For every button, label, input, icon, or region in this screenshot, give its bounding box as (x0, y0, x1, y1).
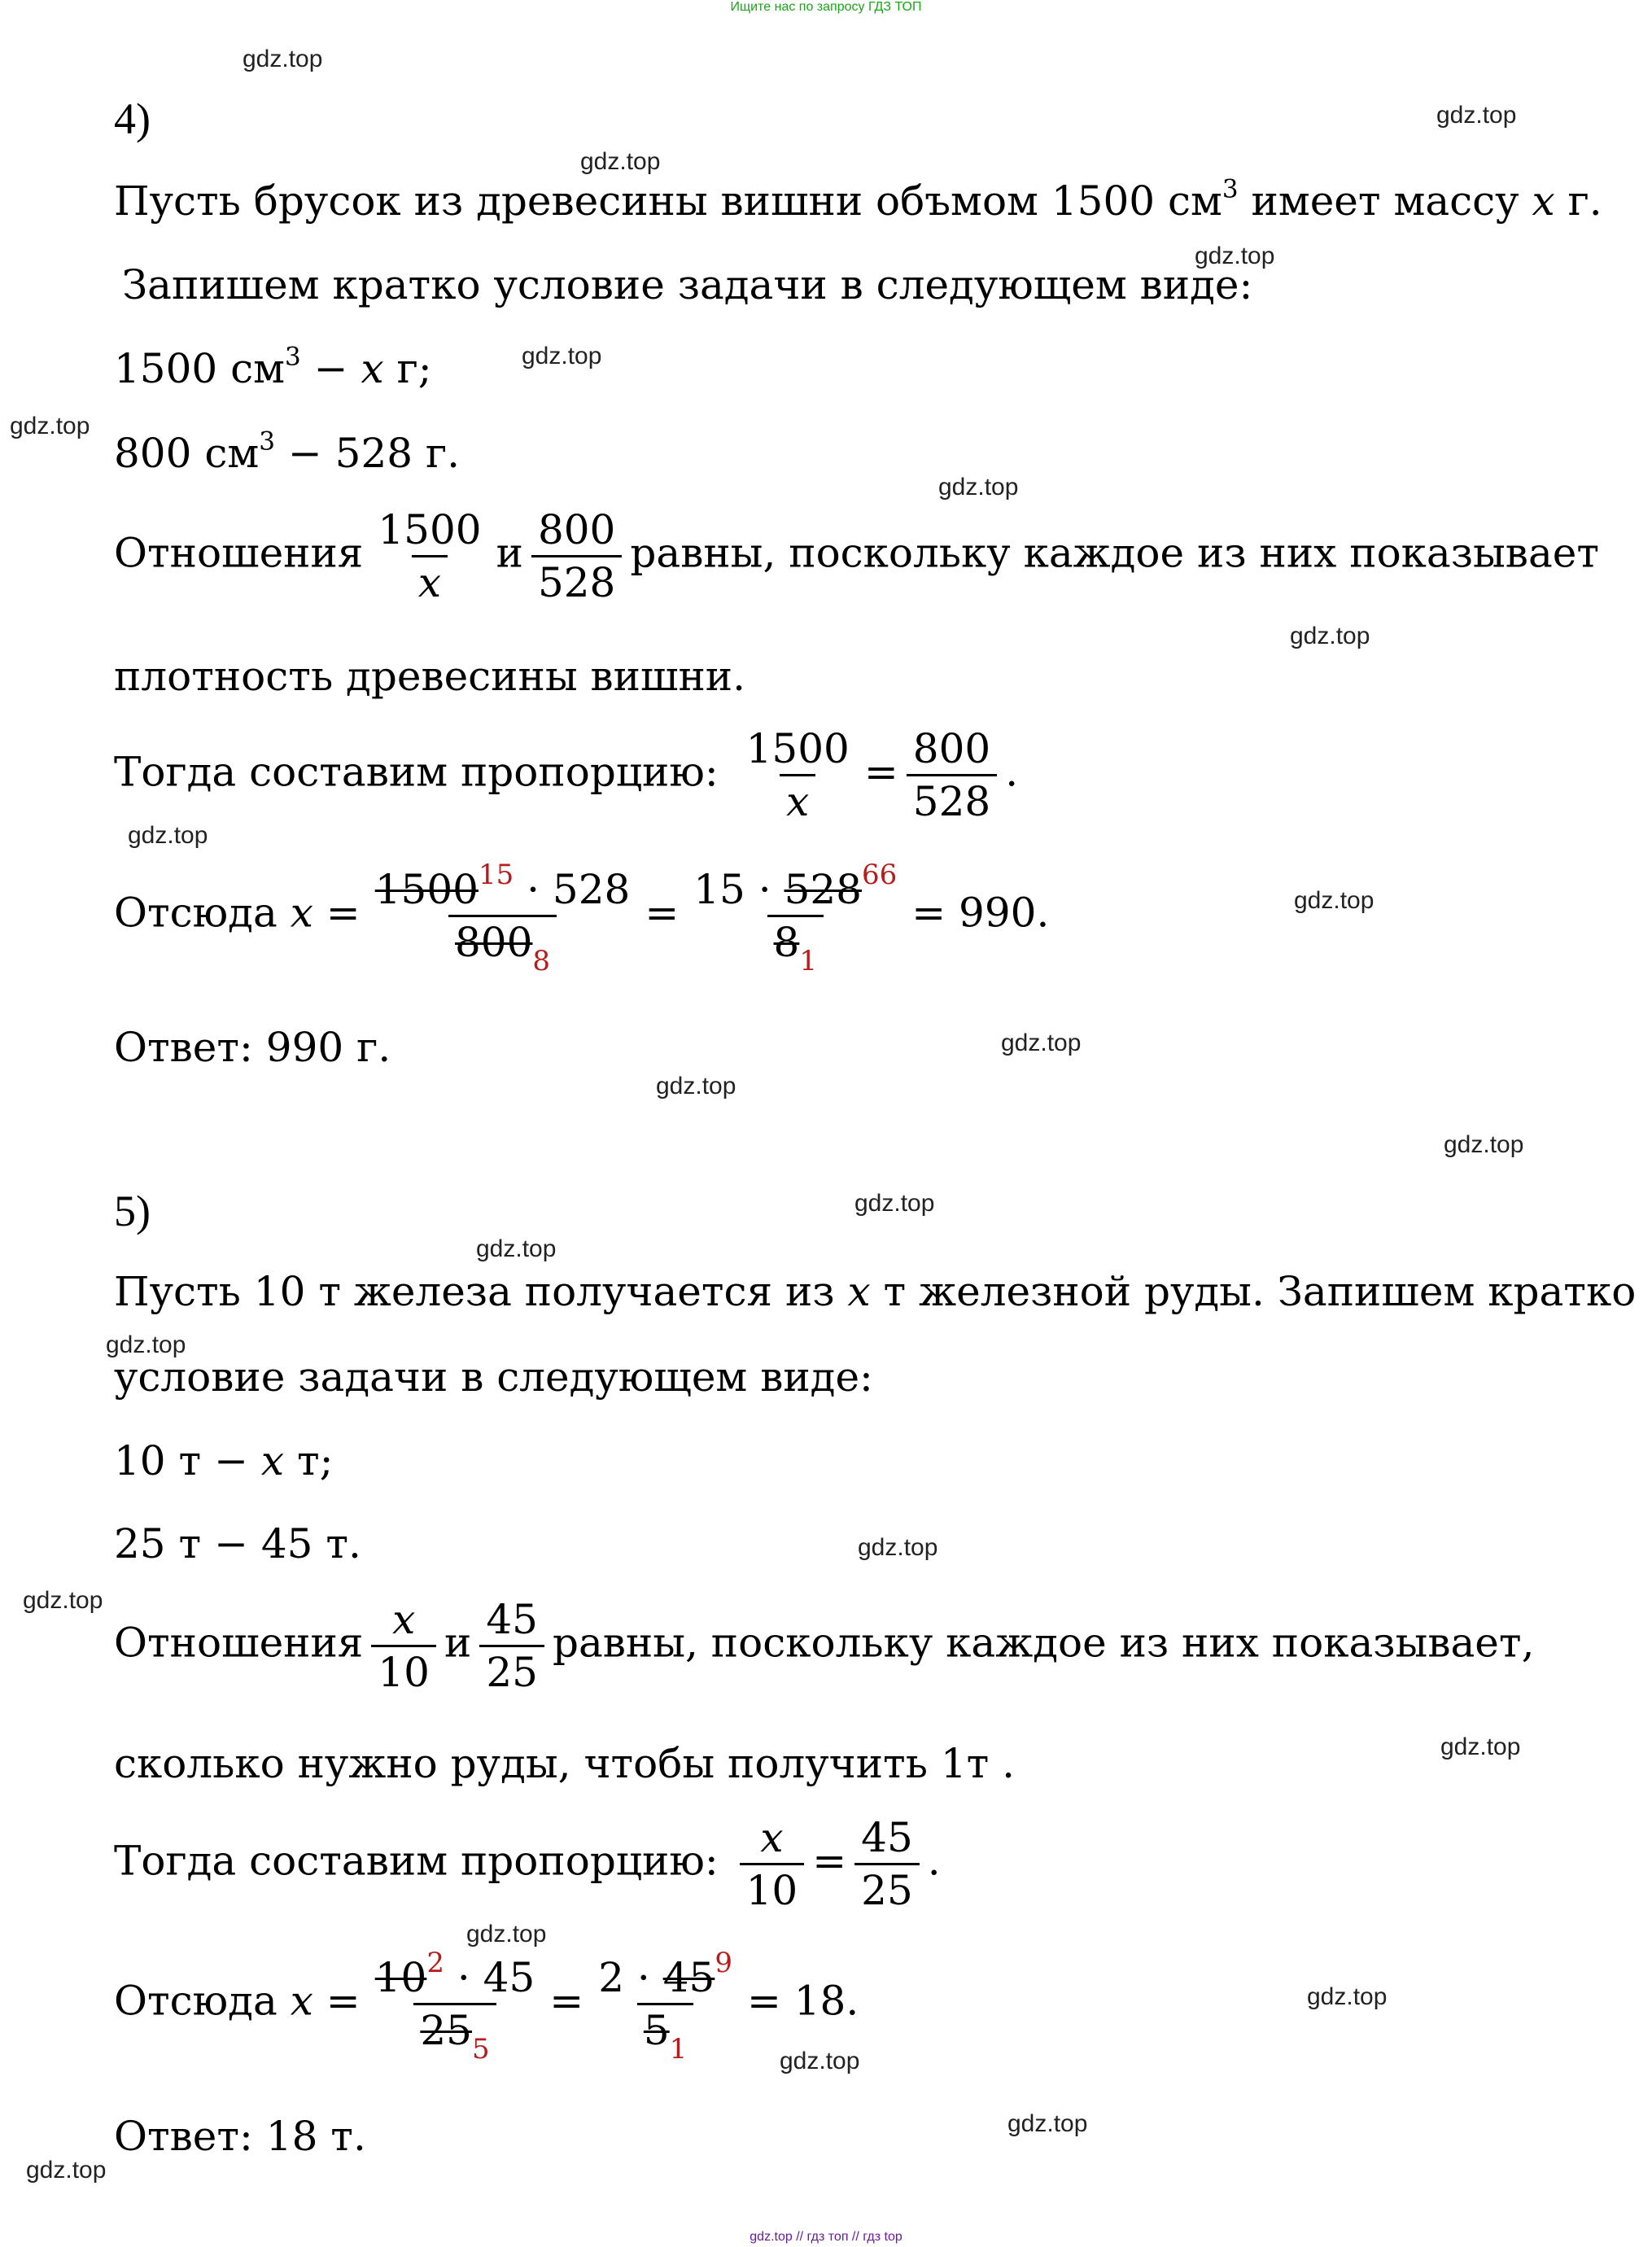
watermark: gdz.top (106, 1331, 186, 1358)
watermark: gdz.top (23, 1587, 103, 1614)
watermark: gdz.top (780, 2048, 860, 2074)
task-4-solution: Отсюда x = $\frac{1500^{15} \cdot 528}{800_8}$ = $\frac{15 \cdot 528^{66}}{8_1}$ = 990. (114, 859, 1050, 977)
watermark: gdz.top (1294, 887, 1374, 914)
task-4-ratios-explanation: плотность древесины вишни. (114, 653, 746, 700)
watermark: gdz.top (656, 1073, 736, 1099)
task-5-ratios: Отношения $\frac{x}{10}$ и $\frac{45}{25}$ равны, поскольку каждое из них показывает, (114, 1596, 1535, 1696)
ratio-fraction-800-528: $\frac{800}{528}$ (531, 509, 622, 603)
task-5-statement: Пусть 10 т железа получается из x т железной руды. Запишем кратко (114, 1268, 1637, 1315)
task-4-statement: Пусть брусок из древесины вишни объмом 1500 $см^3$ имеет массу x г. (114, 174, 1602, 225)
task-5-condition-1: 10 т − x т; (114, 1437, 334, 1484)
task-5-solution: Отсюда x = $\frac{10^2 \cdot 45}{25_5}$ = $\frac{2 \cdot 45^9}{5_1}$ = 18. (114, 1947, 859, 2066)
task-5-answer: Ответ: 18 т. (114, 2113, 366, 2160)
watermark: gdz.top (854, 1190, 935, 1217)
watermark: gdz.top (1001, 1030, 1082, 1056)
task-4-ratios: Отношения $\frac{1500}{x}$ и $\frac{800}{528}$ равны, поскольку каждое из них показывает (114, 506, 1599, 606)
task-5-condition-2: 25 т − 45 т. (114, 1520, 361, 1567)
task-5-proportion: Тогда составим пропорцию: $\frac{x}{10}$ = $\frac{45}{25}$ . (114, 1814, 941, 1914)
watermark: gdz.top (476, 1235, 557, 1262)
watermark: gdz.top (1195, 243, 1275, 269)
task-4-condition-intro: Запишем кратко условие задачи в следующем виде: (122, 261, 1253, 308)
task-4-condition-1: 1500 $см^3 - x$ г; (114, 342, 432, 392)
solution-fraction-2: $\frac{2 \cdot 45^9}{5_1}$ (598, 1947, 732, 2066)
task-5-number: 5) (114, 1187, 151, 1235)
task-5-ratios-explanation: сколько нужно руды, чтобы получить 1т . (114, 1740, 1016, 1787)
watermark: gdz.top (1440, 1733, 1521, 1760)
watermark: gdz.top (522, 343, 602, 369)
watermark: gdz.top (1307, 1983, 1388, 2010)
watermark: gdz.top (1436, 102, 1517, 129)
task-4-number: 4) (114, 94, 151, 143)
watermark: gdz.top (1290, 623, 1370, 649)
ratio-fraction-45-25: $\frac{45}{25}$ (479, 1599, 544, 1693)
watermark: gdz.top (580, 148, 661, 175)
task-4-condition-2: 800 $см^3 - 528$ г. (114, 426, 461, 477)
solution-fraction-1: $\frac{10^2 \cdot 45}{25_5}$ (374, 1947, 535, 2066)
ratio-fraction-1500-x: $\frac{1500}{x}$ (378, 506, 482, 606)
solution-fraction-1: $\frac{1500^{15} \cdot 528}{800_8}$ (374, 859, 631, 977)
task-5-condition-intro: условие задачи в следующем виде: (114, 1353, 873, 1401)
watermark: gdz.top (858, 1534, 938, 1561)
task-4-proportion: Тогда составим пропорцию: $\frac{1500}{x}$ = $\frac{800}{528}$ . (114, 725, 1019, 825)
task-4-answer: Ответ: 990 г. (114, 1024, 391, 1071)
watermark: gdz.top (1007, 2110, 1088, 2137)
promo-banner[interactable]: Ищите нас по запросу ГДЗ ТОП (730, 0, 922, 14)
watermark: gdz.top (938, 474, 1019, 501)
watermark: gdz.top (466, 1921, 547, 1948)
solution-fraction-2: $\frac{15 \cdot 528^{66}}{8_1}$ (693, 859, 898, 977)
watermark: gdz.top (128, 822, 208, 849)
watermark: gdz.top (1444, 1131, 1524, 1158)
watermark: gdz.top (10, 413, 90, 439)
ratio-fraction-x-10: $\frac{x}{10}$ (371, 1599, 436, 1693)
watermark: gdz.top (243, 46, 323, 72)
watermark: gdz.top (26, 2157, 107, 2184)
footer-links[interactable]: gdz.top // гдз топ // гдз top (750, 2230, 902, 2244)
